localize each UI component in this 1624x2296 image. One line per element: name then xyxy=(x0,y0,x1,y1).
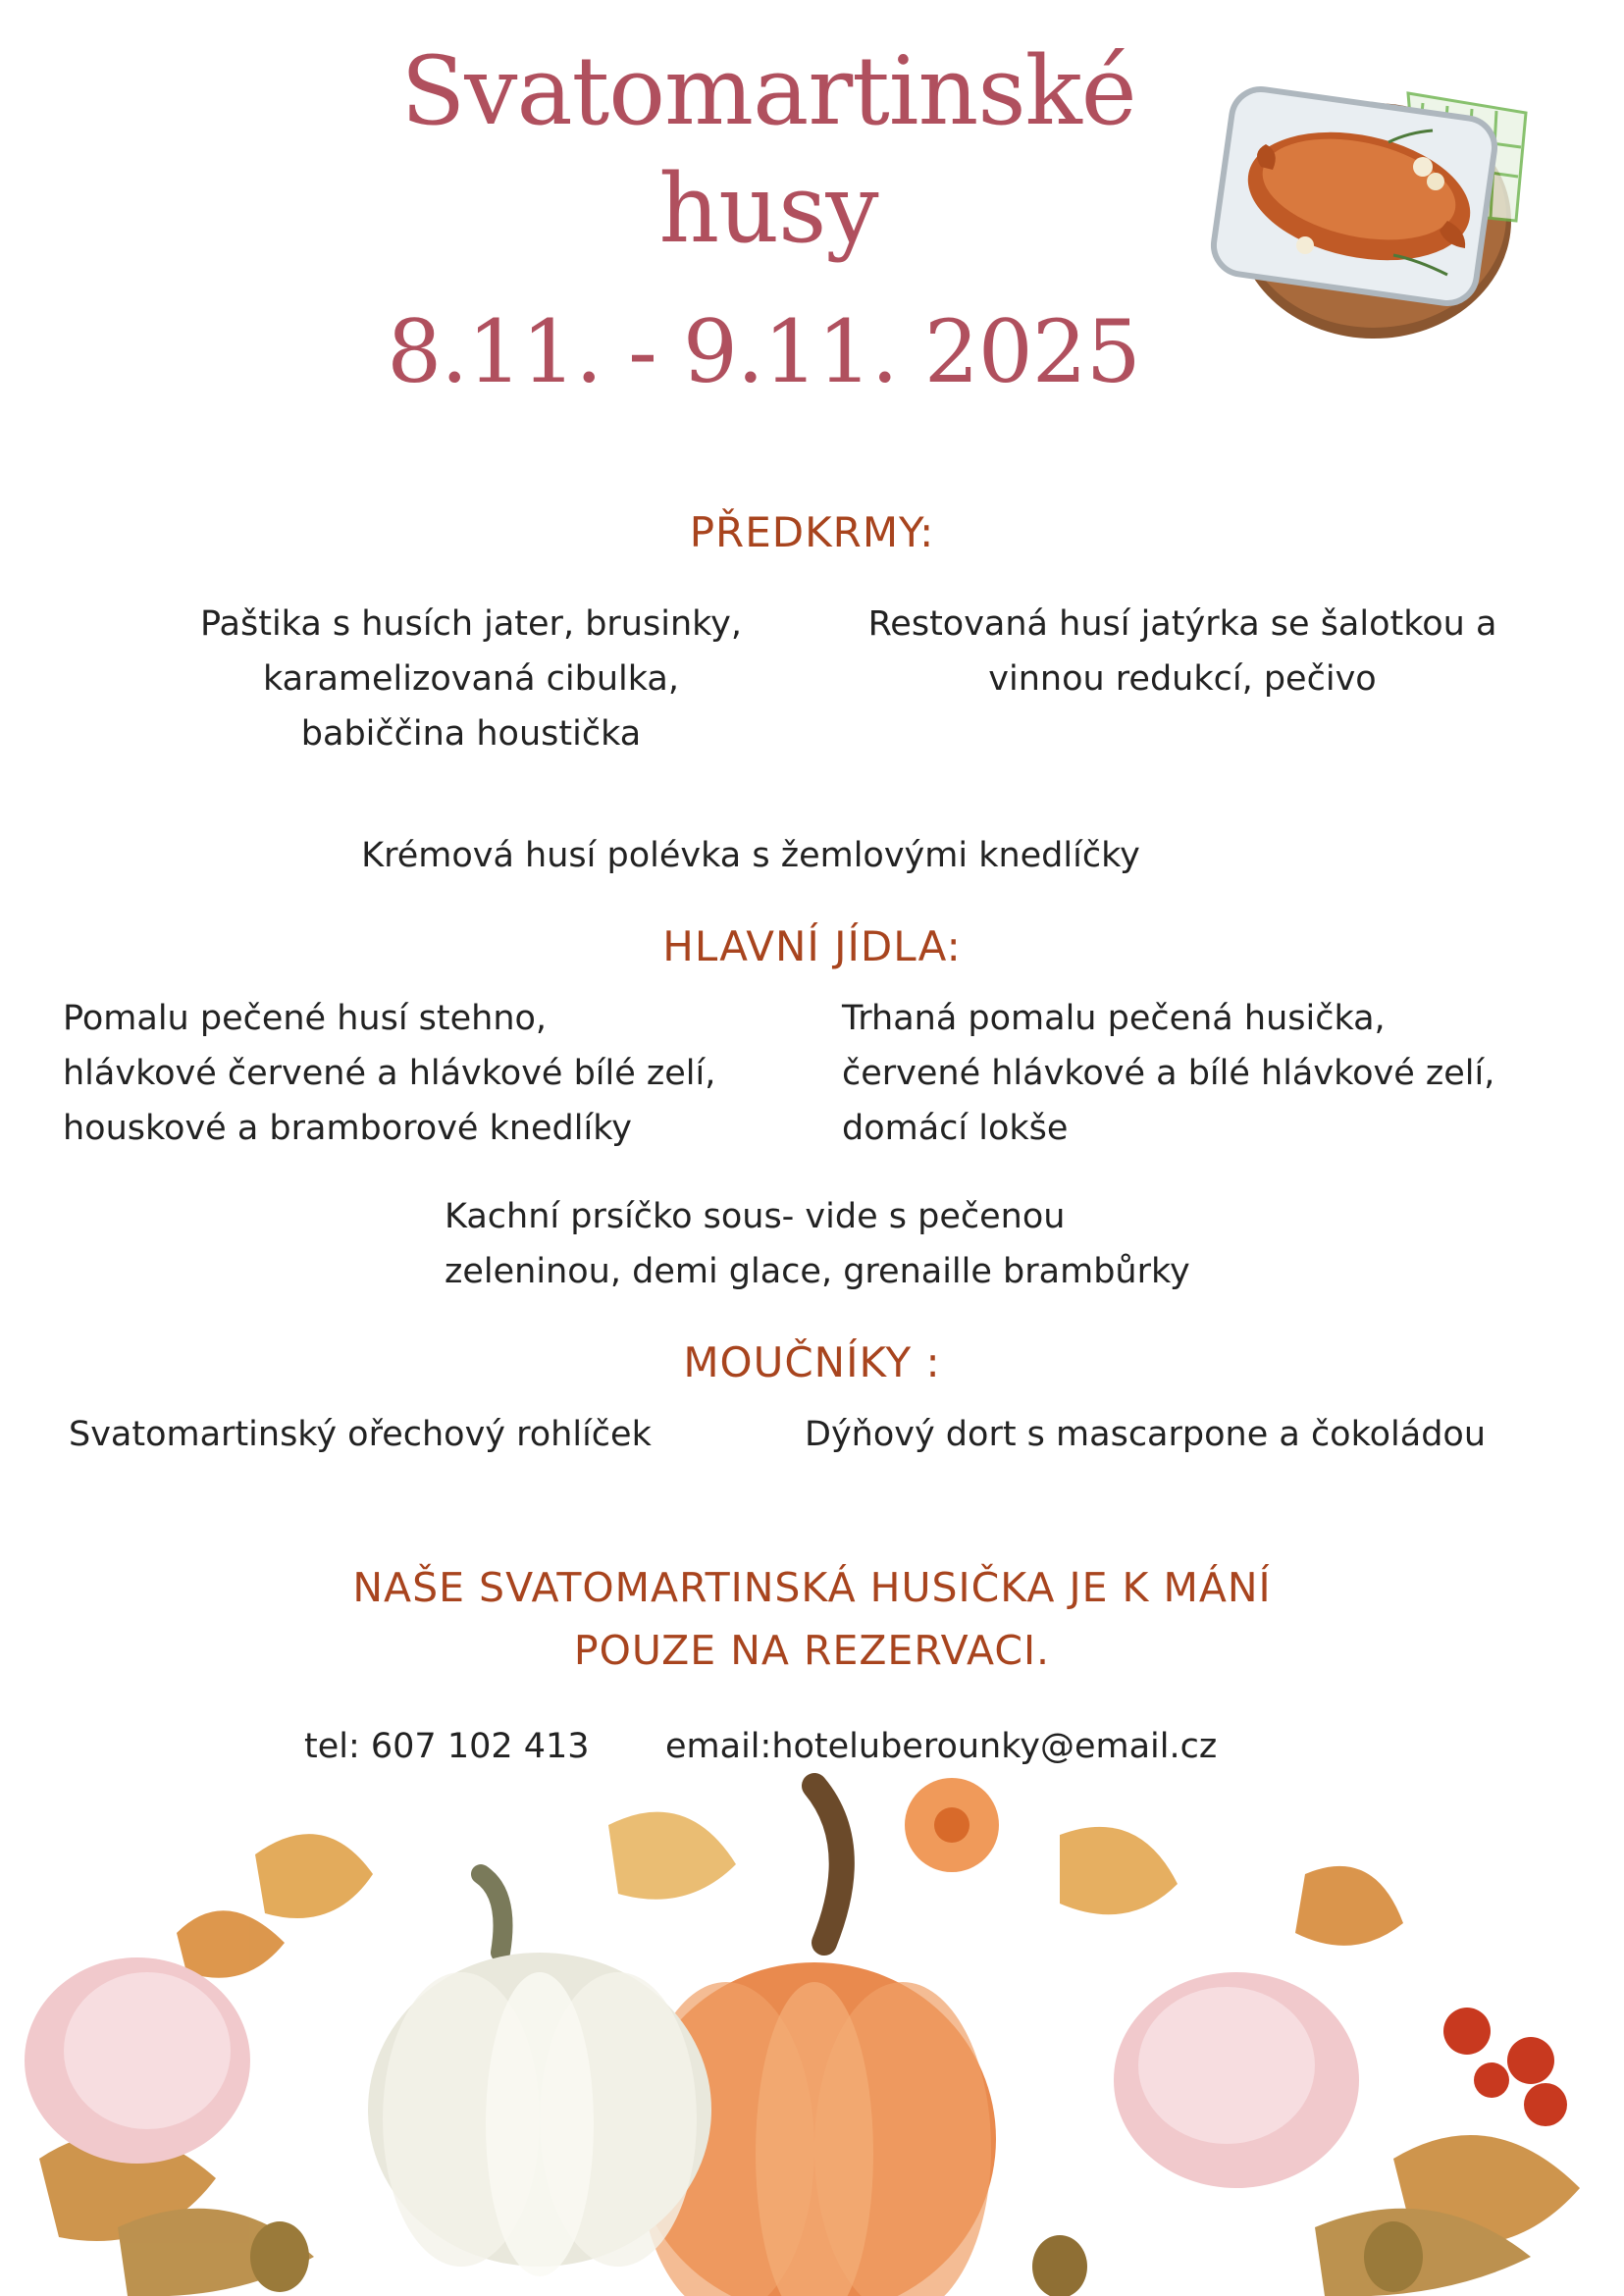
main-item-line: hlávkové červené a hlávkové bílé zelí, xyxy=(63,1054,716,1093)
starter-item-line: Paštika s husích jater, brusinky, xyxy=(200,604,742,644)
roast-goose-illustration xyxy=(1212,74,1536,348)
desserts-heading: MOUČNÍKY : xyxy=(683,1338,941,1386)
main-item-duck-breast xyxy=(445,1189,1190,1299)
reservation-notice-line1: NAŠE SVATOMARTINSKÁ HUSIČKA JE K MÁNÍ xyxy=(352,1564,1272,1611)
soup-item: Krémová husí polévka s žemlovými knedlíčky xyxy=(361,836,1140,875)
main-item-goose-leg xyxy=(63,991,715,1156)
dessert-item-walnut-crescent: Svatomartinský ořechový rohlíček xyxy=(69,1415,652,1454)
main-item-line: houskové a bramborové knedlíky xyxy=(63,1109,632,1148)
mains-heading: HLAVNÍ JÍDLA: xyxy=(662,922,962,970)
autumn-pumpkin-illustration xyxy=(0,1766,1624,2296)
main-item-line: Pomalu pečené husí stehno, xyxy=(63,999,548,1038)
starters-heading: PŘEDKRMY: xyxy=(689,508,935,556)
main-item-pulled-goose xyxy=(842,991,1494,1156)
contact-phone: tel: 607 102 413 xyxy=(304,1727,590,1766)
main-item-line: červené hlávkové a bílé hlávkové zelí, xyxy=(842,1054,1495,1093)
page-title-line2: husy xyxy=(658,154,878,264)
starter-item-goose-pate xyxy=(79,597,864,761)
page-title-line1: Svatomartinské xyxy=(400,36,1136,146)
main-item-line: Kachní prsíčko sous- vide s pečenou xyxy=(445,1197,1066,1236)
starter-item-line: babiččina houstička xyxy=(300,714,642,754)
dessert-item-pumpkin-cake: Dýňový dort s mascarpone a čokoládou xyxy=(805,1415,1487,1454)
main-item-line: Trhaná pomalu pečená husička, xyxy=(842,999,1386,1038)
main-item-line: zeleninou, demi glace, grenaille brambůrky xyxy=(445,1252,1190,1291)
reservation-notice-line2: POUZE NA REZERVACI. xyxy=(573,1627,1051,1674)
starter-item-goose-liver xyxy=(790,597,1575,706)
contact-email: email:hoteluberounky@email.cz xyxy=(665,1727,1218,1766)
reservation-notice xyxy=(0,1556,1624,1682)
starter-item-line: Restovaná husí jatýrka se šalotkou a xyxy=(867,604,1497,644)
main-item-line: domácí lokše xyxy=(842,1109,1069,1148)
event-dates: 8.11. - 9.11. 2025 xyxy=(387,301,1140,402)
starter-item-line: karamelizovaná cibulka, xyxy=(262,659,680,699)
starter-item-line: vinnou redukcí, pečivo xyxy=(988,659,1377,699)
